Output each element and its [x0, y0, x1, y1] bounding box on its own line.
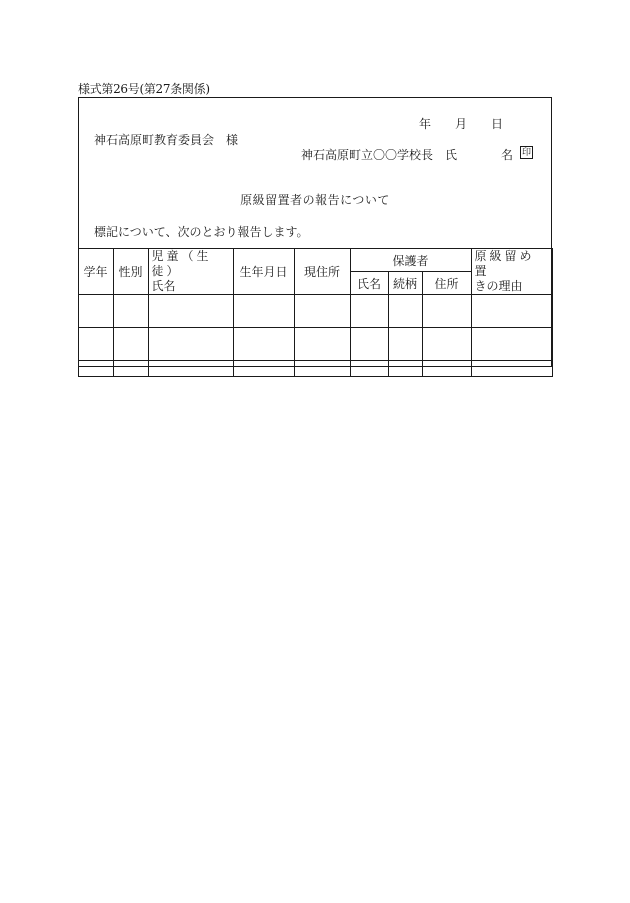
header-reason-line2: きの理由 [474, 279, 523, 293]
sender-name-label: 名 [501, 148, 514, 162]
cell-address[interactable] [294, 328, 350, 361]
table-header-row [78, 249, 552, 272]
seal-mark: 印 [521, 148, 531, 158]
cell-gender[interactable] [113, 361, 148, 377]
cell-address[interactable] [294, 295, 350, 328]
header-gender: 性別 [113, 249, 148, 295]
cell-reason[interactable] [471, 361, 552, 377]
cell-child-name[interactable] [148, 361, 233, 377]
header-guardian: 保護者 [350, 249, 471, 272]
header-child-name-line2: 氏名 [151, 279, 176, 293]
cell-guardian-relation[interactable] [388, 361, 422, 377]
cell-gender[interactable] [113, 295, 148, 328]
header-reason-line1: 原級留め置 [474, 249, 535, 278]
header-guardian-address: 住所 [422, 272, 471, 295]
form-number-label: 様式第26号(第27条関係) [78, 82, 210, 96]
report-table [78, 248, 553, 377]
cell-child-name[interactable] [148, 328, 233, 361]
cell-guardian-name[interactable] [350, 328, 388, 361]
cell-birthdate[interactable] [233, 328, 294, 361]
date-month-label: 月 [455, 117, 468, 131]
header-reason [471, 249, 552, 295]
addressee: 神石高原町教育委員会 様 [94, 133, 239, 147]
cell-grade[interactable] [78, 328, 113, 361]
cell-guardian-address[interactable] [422, 328, 471, 361]
header-guardian-name: 氏名 [350, 272, 388, 295]
table-row [78, 328, 552, 361]
cell-address[interactable] [294, 361, 350, 377]
sender-block [301, 146, 531, 163]
header-child-name-line1: 児童（生徒） [151, 249, 212, 278]
cell-reason[interactable] [471, 328, 552, 361]
table-row [78, 361, 552, 377]
cell-child-name[interactable] [148, 295, 233, 328]
intro-text: 標記について、次のとおり報告します。 [94, 225, 309, 239]
report-form-frame [78, 97, 552, 367]
header-address: 現住所 [294, 249, 350, 295]
cell-guardian-relation[interactable] [388, 295, 422, 328]
cell-birthdate[interactable] [233, 361, 294, 377]
cell-guardian-address[interactable] [422, 295, 471, 328]
cell-guardian-relation[interactable] [388, 328, 422, 361]
cell-birthdate[interactable] [233, 295, 294, 328]
sender-title: 神石高原町立〇〇学校長 氏 [301, 148, 458, 162]
date-year-label: 年 [419, 117, 432, 131]
document-title: 原級留置者の報告について [240, 193, 390, 207]
cell-guardian-name[interactable] [350, 295, 388, 328]
table-row [78, 295, 552, 328]
cell-guardian-address[interactable] [422, 361, 471, 377]
header-guardian-relation: 続柄 [388, 272, 422, 295]
header-child-name [148, 249, 233, 295]
header-birthdate: 生年月日 [233, 249, 294, 295]
cell-reason[interactable] [471, 295, 552, 328]
cell-guardian-name[interactable] [350, 361, 388, 377]
header-grade: 学年 [78, 249, 113, 295]
cell-gender[interactable] [113, 328, 148, 361]
cell-grade[interactable] [78, 361, 113, 377]
cell-grade[interactable] [78, 295, 113, 328]
date-day-label: 日 [491, 117, 504, 131]
